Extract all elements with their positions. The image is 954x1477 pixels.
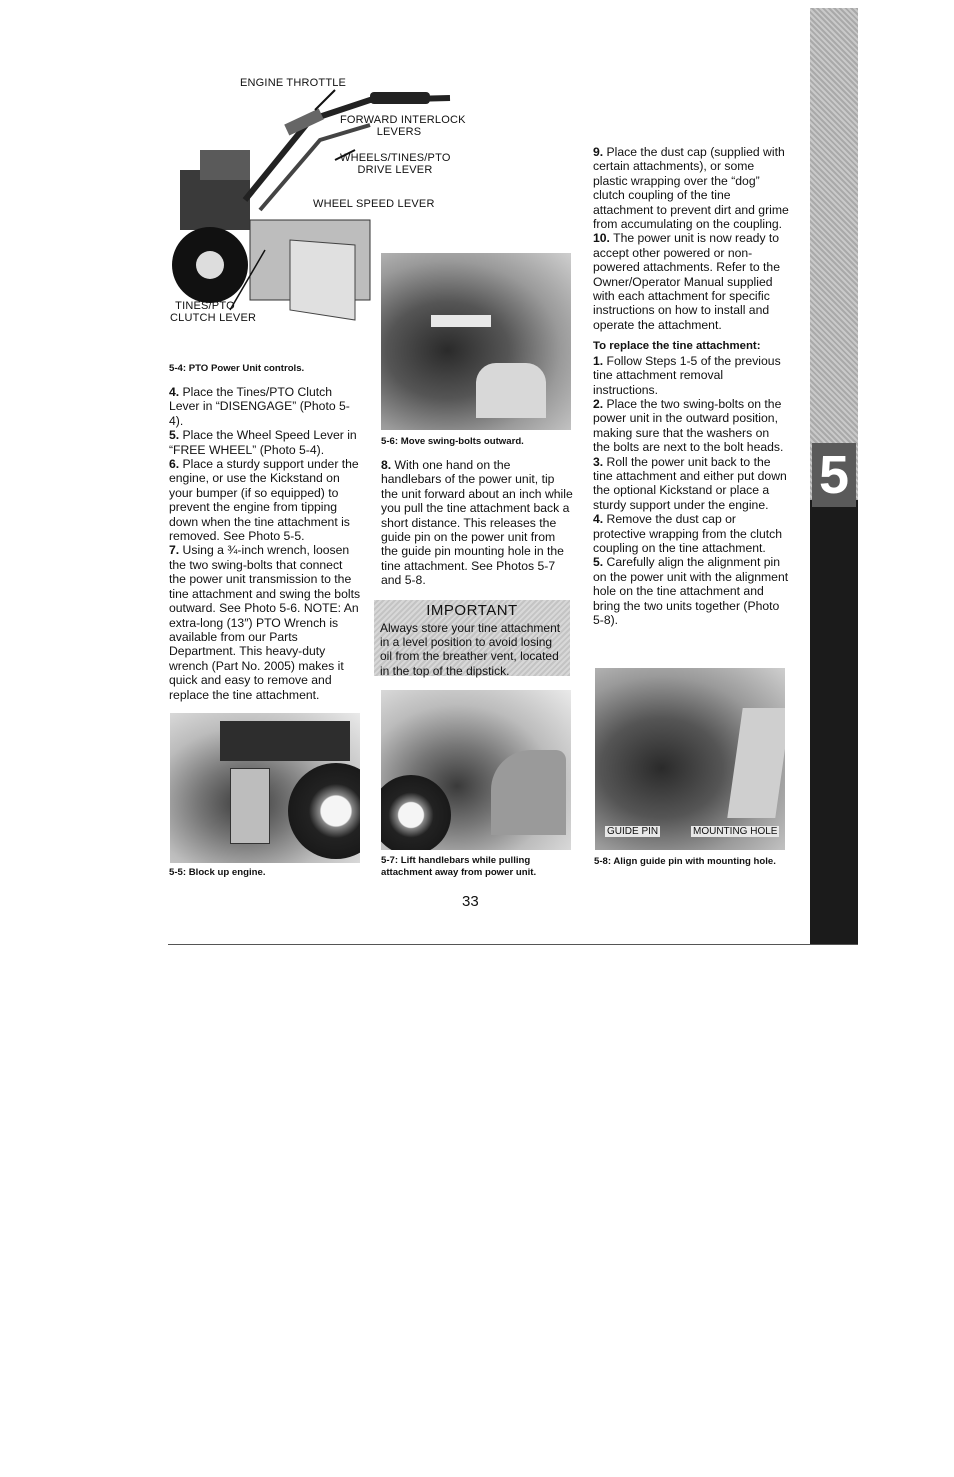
support-block [230,768,270,844]
section-tab-dark [810,500,858,944]
photo-5-6 [381,253,571,430]
replace-step-3: 3. Roll the power unit back to the tine attachment and either put down the optional Kickstand or place a sturdy support under the engine. [593,454,787,512]
step-7: 7. Using a ¾-inch wrench, loosen the two swing-bolts that connect the power unit transmission to the tine attachment and swing the bolts outward. See Photo 5-6. NOTE: An extra-long (13″) PTO Wrench is available from our Parts Department. This heavy-duty wrench (Part No. 2005) makes it quick and easy to remove and replace the tine attachment. [169,543,361,702]
bottom-rule [168,944,858,945]
important-text: Always store your tine attachment in a level position to avoid losing oil from the breather vent, located in the top of the dipstick. [380,621,561,678]
caption-5-7: 5-7: Lift handlebars while pulling attachment away from power unit. [381,855,537,878]
label-engine-throttle: ENGINE THROTTLE [240,77,347,89]
replace-step-4: 4. Remove the dust cap or protective wrapping from the clutch coupling on the tine attachment. [593,512,782,555]
column-3-steps [593,145,789,627]
column-1-steps [169,385,361,702]
replace-step-1: 1. Follow Steps 1-5 of the previous tine attachment removal instructions. [593,353,781,397]
clutch-decal [431,315,491,327]
photo-5-7 [381,690,571,850]
caption-5-6: 5-6: Move swing-bolts outward. [381,436,524,447]
important-note [374,600,570,676]
wheel [288,763,360,859]
label-tines-pto-clutch: TINES/PTO CLUTCH LEVER [170,300,257,324]
label-wheels-tines-pto: WHEELS/TINES/PTO DRIVE LEVER [340,152,451,176]
engine [220,721,350,761]
label-mounting-hole: MOUNTING HOLE [693,826,778,837]
replace-step-2: 2. Place the two swing-bolts on the power unit in the outward position, making sure that the washers on the bolts are next to the bolt heads. [593,396,784,455]
replace-subhead: To replace the tine attachment: [593,340,761,353]
tine-hood [491,750,566,835]
replace-step-5: 5. Carefully align the alignment pin on the power unit with the alignment hole on the tine attachment and bring the two units together (Photo 5-8). [593,555,789,627]
caption-5-5: 5-5: Block up engine. [169,867,266,878]
important-heading: IMPORTANT [426,602,518,619]
column-2-steps [381,458,573,588]
label-wheel-speed: WHEEL SPEED LEVER [313,198,435,210]
step-10: 10. The power unit is now ready to accept other powered or non-powered attachments. Refer to the Owner/Operator Manual supplied with each attachment for specific instructions on how to install and operate the attachment. [593,231,780,332]
section-number: 5 [812,443,856,507]
step-5: 5. Place the Wheel Speed Lever in “FREE WHEEL” (Photo 5-4). [169,428,357,457]
caption-5-8: 5-8: Align guide pin with mounting hole. [594,856,776,867]
tine-plate [727,708,785,818]
photo-5-8 [595,668,785,850]
step-6: 6. Place a sturdy support under the engine, or use the Kickstand on your bumper (if so equipped) to prevent the engine from tipping down when the tine attachment is removed. See Photo 5-5. [169,457,359,544]
step-8: 8. With one hand on the handlebars of the power unit, tip the unit forward about an inch while you pull the tine attachment back a short distance. This releases the guide pin on the power unit from the guide pin mounting hole in the tine attachment. See Photos 5-7 and 5-8. [381,458,573,588]
step-9: 9. Place the dust cap (supplied with certain attachments), or some plastic wrapping over the “dog” clutch coupling of the tine attachment to prevent dirt and grime from accumulating on the coupling. [593,145,789,232]
caption-5-4: 5-4: PTO Power Unit controls. [169,363,305,374]
label-guide-pin: GUIDE PIN [607,826,659,837]
step-4: 4. Place the Tines/PTO Clutch Lever in “DISENGAGE” (Photo 5-4). [169,385,350,428]
page-number: 33 [462,893,479,910]
label-forward-interlock: FORWARD INTERLOCK LEVERS [340,114,466,138]
hand [476,363,546,418]
photo-5-5 [170,713,360,863]
wheel [381,775,451,850]
